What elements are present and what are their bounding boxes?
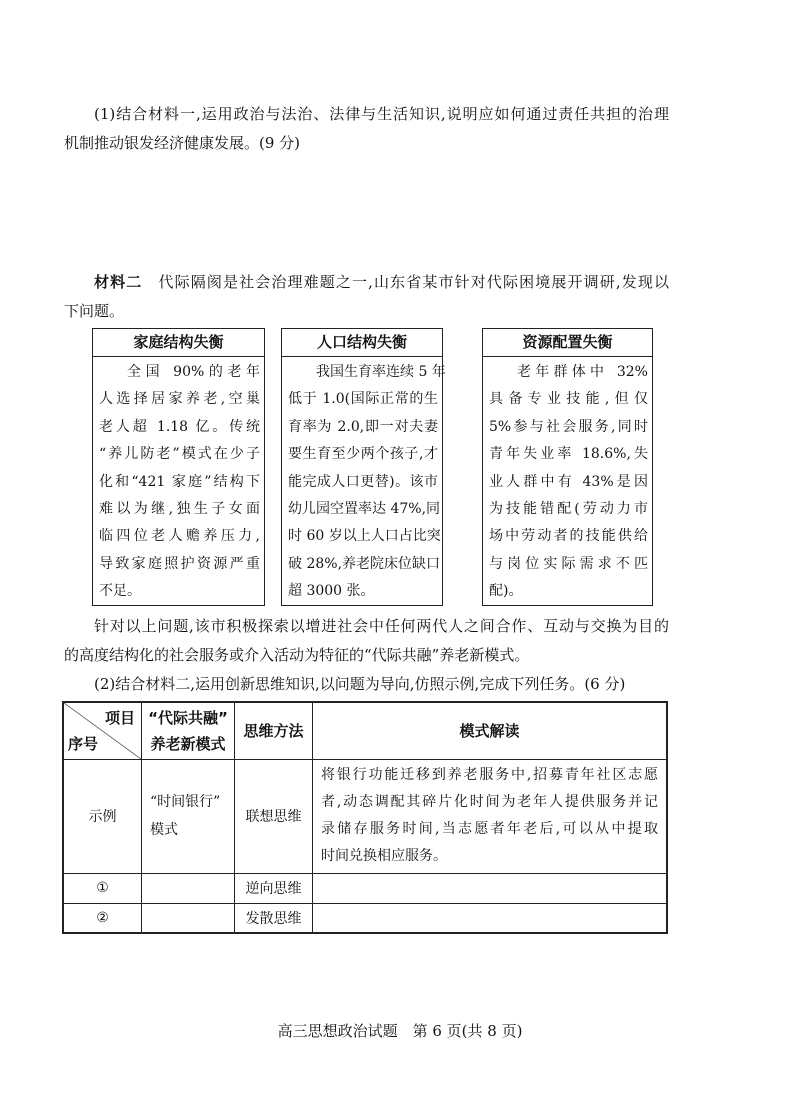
text-line: 具备专业技能,但仅: [489, 391, 648, 408]
question-2: (2)结合材料二,运用创新思维知识,以问题为导向,仿照示例,完成下列任务。(6 分): [94, 675, 626, 693]
text-line: 与岗位实际需求不匹: [489, 555, 648, 572]
row-interp-answer[interactable]: [313, 873, 668, 903]
text-line: 低于 1.0(国际正常的生: [288, 391, 438, 408]
text-line: 配)。: [489, 583, 523, 600]
text-line: 老人超 1.18 亿。传统: [99, 418, 260, 435]
text-line: 破 28%,养老院床位缺口: [288, 555, 441, 572]
header-interp: 模式解读: [313, 702, 668, 759]
material-2-line: 下问题。: [64, 302, 125, 320]
text-line: 难以为继,独生子女面: [99, 501, 260, 518]
table-row: [63, 873, 667, 903]
box-population-structure: [281, 328, 446, 606]
box-resource-allocation: [482, 328, 653, 606]
text-line: 化和“421 家庭”结构下: [99, 473, 260, 490]
text-line: 临四位老人赡养压力,: [99, 528, 260, 545]
text-line: 要生育至少两个孩子,才: [288, 446, 438, 463]
header-seq: 序号: [68, 734, 99, 753]
box-family-structure: [92, 328, 265, 606]
text-line: 不足。: [99, 583, 141, 600]
material-2-intro: [64, 268, 669, 326]
row-method: 联想思维: [235, 759, 313, 873]
row-seq: ②: [63, 903, 142, 933]
task-table: [62, 701, 668, 934]
row-seq: ①: [63, 873, 142, 903]
row-interp-answer[interactable]: [313, 903, 668, 933]
row-method: 发散思维: [235, 903, 313, 933]
row-seq: 示例: [63, 759, 142, 873]
text-line: 老年群体中 32%: [517, 364, 648, 380]
box-title: 资源配置失衡: [483, 329, 652, 357]
text-line: 将银行功能迁移到养老服务中,招募青年社区志愿: [321, 767, 658, 783]
header-method: 思维方法: [235, 702, 313, 759]
table-header-row: [63, 702, 667, 759]
header-item-seq: [63, 702, 142, 759]
text-line: 录储存服务时间,当志愿者年老后,可以从中提取: [321, 821, 658, 837]
text-line: 为技能错配(劳动力市: [489, 501, 648, 518]
text-line: 时 60 岁以上人口占比突: [288, 528, 441, 545]
text-line: 我国生育率连续 5 年: [316, 364, 446, 380]
question-1-line: 机制推动银发经济健康发展。(9 分): [64, 134, 301, 152]
row-mode-answer[interactable]: [142, 903, 235, 933]
row-method: 逆向思维: [235, 873, 313, 903]
question-1: [64, 100, 669, 158]
header-mode: [142, 702, 235, 759]
box-title: 人口结构失衡: [282, 329, 442, 357]
row-mode-line: 模式: [150, 822, 178, 838]
page-footer: 高三思想政治试题 第 6 页(共 8 页): [277, 1022, 523, 1040]
text-line: 时间兑换相应服务。: [321, 848, 447, 864]
text-line: 者,动态调配其碎片化时间为老年人提供服务并记: [321, 794, 658, 810]
text-line: 全国 90%的老年: [127, 364, 260, 380]
material-2-text: 代际隔阂是社会治理难题之一,山东省某市针对代际困境展开调研,发现以: [158, 273, 669, 291]
text-line: 人选择居家养老,空巢: [99, 391, 260, 408]
row-mode: [142, 759, 235, 873]
row-interp: [313, 759, 668, 873]
text-line: 5%参与社会服务,同时: [489, 418, 648, 435]
question-1-line: (1)结合材料一,运用政治与法治、法律与生活知识,说明应如何通过责任共担的治理: [94, 105, 669, 123]
text-line: 能完成人口更替)。该市: [288, 473, 438, 490]
box-title: 家庭结构失衡: [93, 329, 264, 357]
text-line: 幼儿园空置率达 47%,同: [288, 501, 441, 518]
row-mode-answer[interactable]: [142, 873, 235, 903]
text-line: 场中劳动者的技能供给: [489, 528, 648, 545]
table-row: [63, 903, 667, 933]
text-line: 超 3000 张。: [288, 583, 375, 600]
text-line: “养儿防老”模式在少子: [99, 446, 260, 463]
text-line: 导致家庭照护资源严重: [99, 555, 260, 572]
table-row: [63, 759, 667, 873]
text-line: 育率为 2.0,即一对夫妻: [288, 418, 438, 435]
after-text: [64, 612, 669, 699]
header-item: 项目: [104, 708, 135, 727]
after-text-line: 针对以上问题,该市积极探索以增进社会中任何两代人之间合作、互动与交换为目的: [94, 617, 669, 635]
after-text-line: 的高度结构化的社会服务或介入活动为特征的“代际共融”养老新模式。: [64, 646, 530, 664]
row-mode-line: “时间银行”: [150, 794, 221, 810]
text-line: 业人群中有 43%是因: [489, 473, 648, 490]
header-mode-line: “代际共融”: [148, 708, 228, 727]
material-2-label: 材料二: [94, 273, 143, 291]
text-line: 青年失业率 18.6%,失: [489, 446, 648, 463]
header-mode-line: 养老新模式: [150, 734, 226, 753]
material-2-line: [64, 268, 669, 297]
